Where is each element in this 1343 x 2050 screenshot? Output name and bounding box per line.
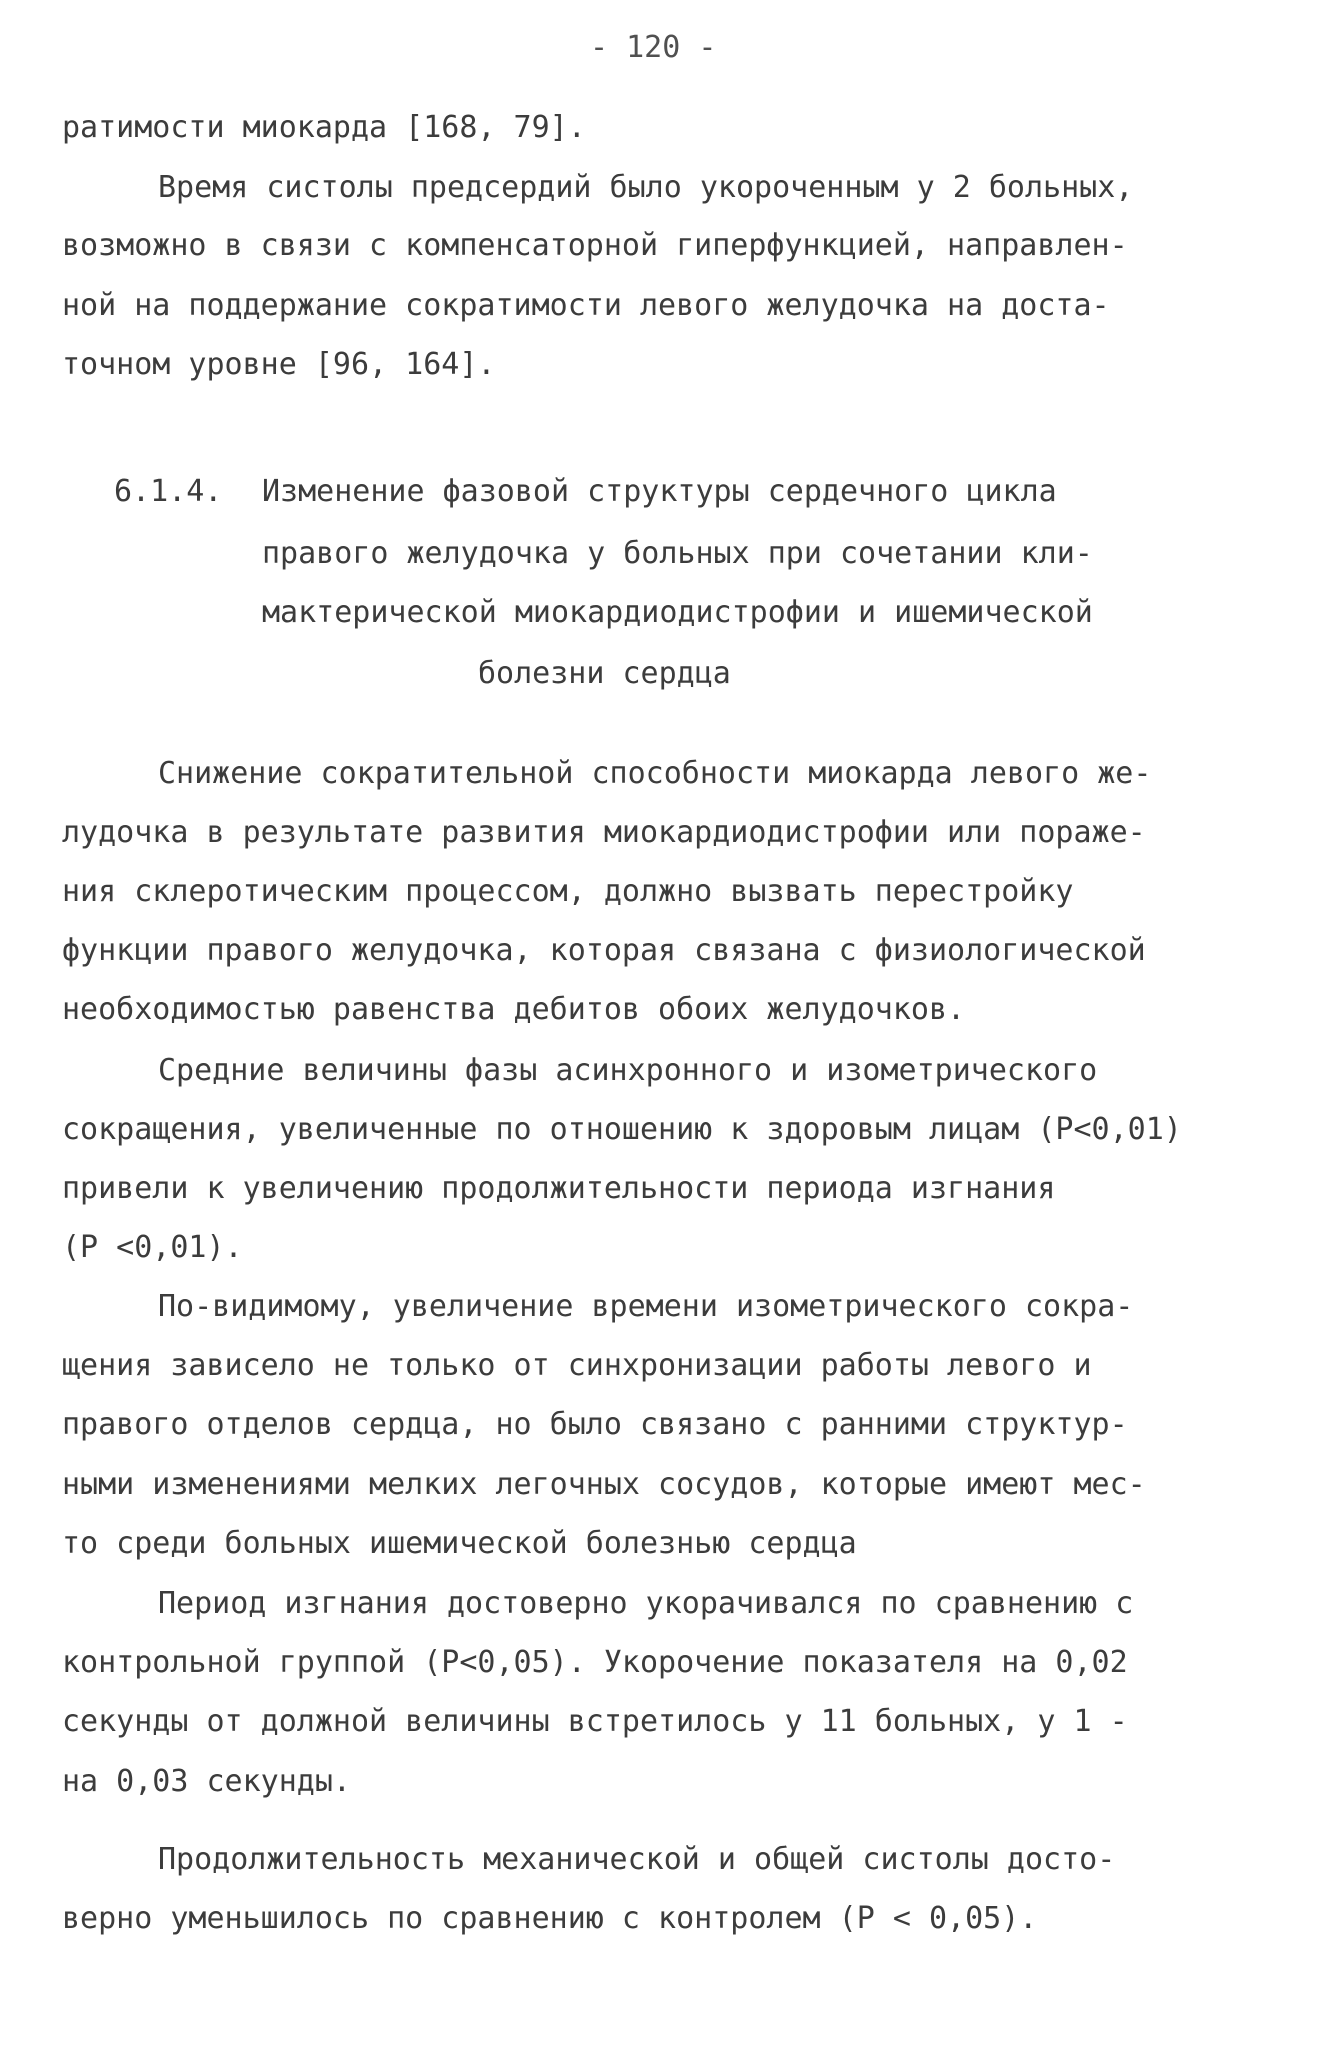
text-line: сокращения, увеличенные по отношению к здоровым лицам (Р<0,01) bbox=[62, 1112, 1182, 1147]
text-line: то среди больных ишемической болезнью сердца bbox=[62, 1526, 857, 1561]
section-title-line: болезни сердца bbox=[478, 656, 731, 691]
section-number: 6.1.4. bbox=[114, 474, 223, 509]
text-line: точном уровне [96, 164]. bbox=[62, 347, 496, 382]
section-title-line: правого желудочка у больных при сочетании кли- bbox=[262, 536, 1093, 571]
text-line: Снижение сократительной способности миокарда левого же- bbox=[158, 756, 1152, 791]
page-number: - 120 - bbox=[590, 30, 717, 65]
text-line: ной на поддержание сократимости левого желудочка на доста- bbox=[62, 288, 1110, 323]
text-line: ратимости миокарда [168, 79]. bbox=[62, 110, 586, 145]
text-line: верно уменьшилось по сравнению с контролем (Р < 0,05). bbox=[62, 1901, 1038, 1936]
text-line: лудочка в результате развития миокардиодистрофии или пораже- bbox=[62, 815, 1146, 850]
text-line: Время систолы предсердий было укороченным у 2 больных, bbox=[158, 170, 1134, 205]
text-line: Средние величины фазы асинхронного и изометрического bbox=[158, 1053, 1098, 1088]
text-line: щения зависело не только от синхронизации работы левого и bbox=[62, 1348, 1092, 1383]
text-line: правого отделов сердца, но было связано с ранними структур- bbox=[62, 1407, 1128, 1442]
text-line: По-видимому, увеличение времени изометрического сокра- bbox=[158, 1289, 1134, 1324]
text-line: секунды от должной величины встретилось у 11 больных, у 1 - bbox=[62, 1704, 1128, 1739]
text-line: необходимостью равенства дебитов обоих желудочков. bbox=[62, 992, 966, 1027]
text-line: ными изменениями мелких легочных сосудов, которые имеют мес- bbox=[62, 1467, 1146, 1502]
text-line: Продолжительность механической и общей систолы досто- bbox=[158, 1842, 1116, 1877]
text-line: контрольной группой (Р<0,05). Укорочение показателя на 0,02 bbox=[62, 1645, 1128, 1680]
text-line: на 0,03 секунды. bbox=[62, 1764, 351, 1799]
text-line: (Р <0,01). bbox=[62, 1230, 243, 1265]
text-line: ния склеротическим процессом, должно вызвать перестройку bbox=[62, 874, 1074, 909]
text-line: Период изгнания достоверно укорачивался по сравнению с bbox=[158, 1586, 1134, 1621]
section-title-line: мактерической миокардиодистрофии и ишемической bbox=[262, 595, 1093, 630]
section-title-line: Изменение фазовой структуры сердечного цикла bbox=[262, 474, 1057, 509]
text-line: возможно в связи с компенсаторной гиперфункцией, направлен- bbox=[62, 228, 1128, 263]
text-line: функции правого желудочка, которая связана с физиологической bbox=[62, 933, 1146, 968]
text-line: привели к увеличению продолжительности периода изгнания bbox=[62, 1171, 1056, 1206]
